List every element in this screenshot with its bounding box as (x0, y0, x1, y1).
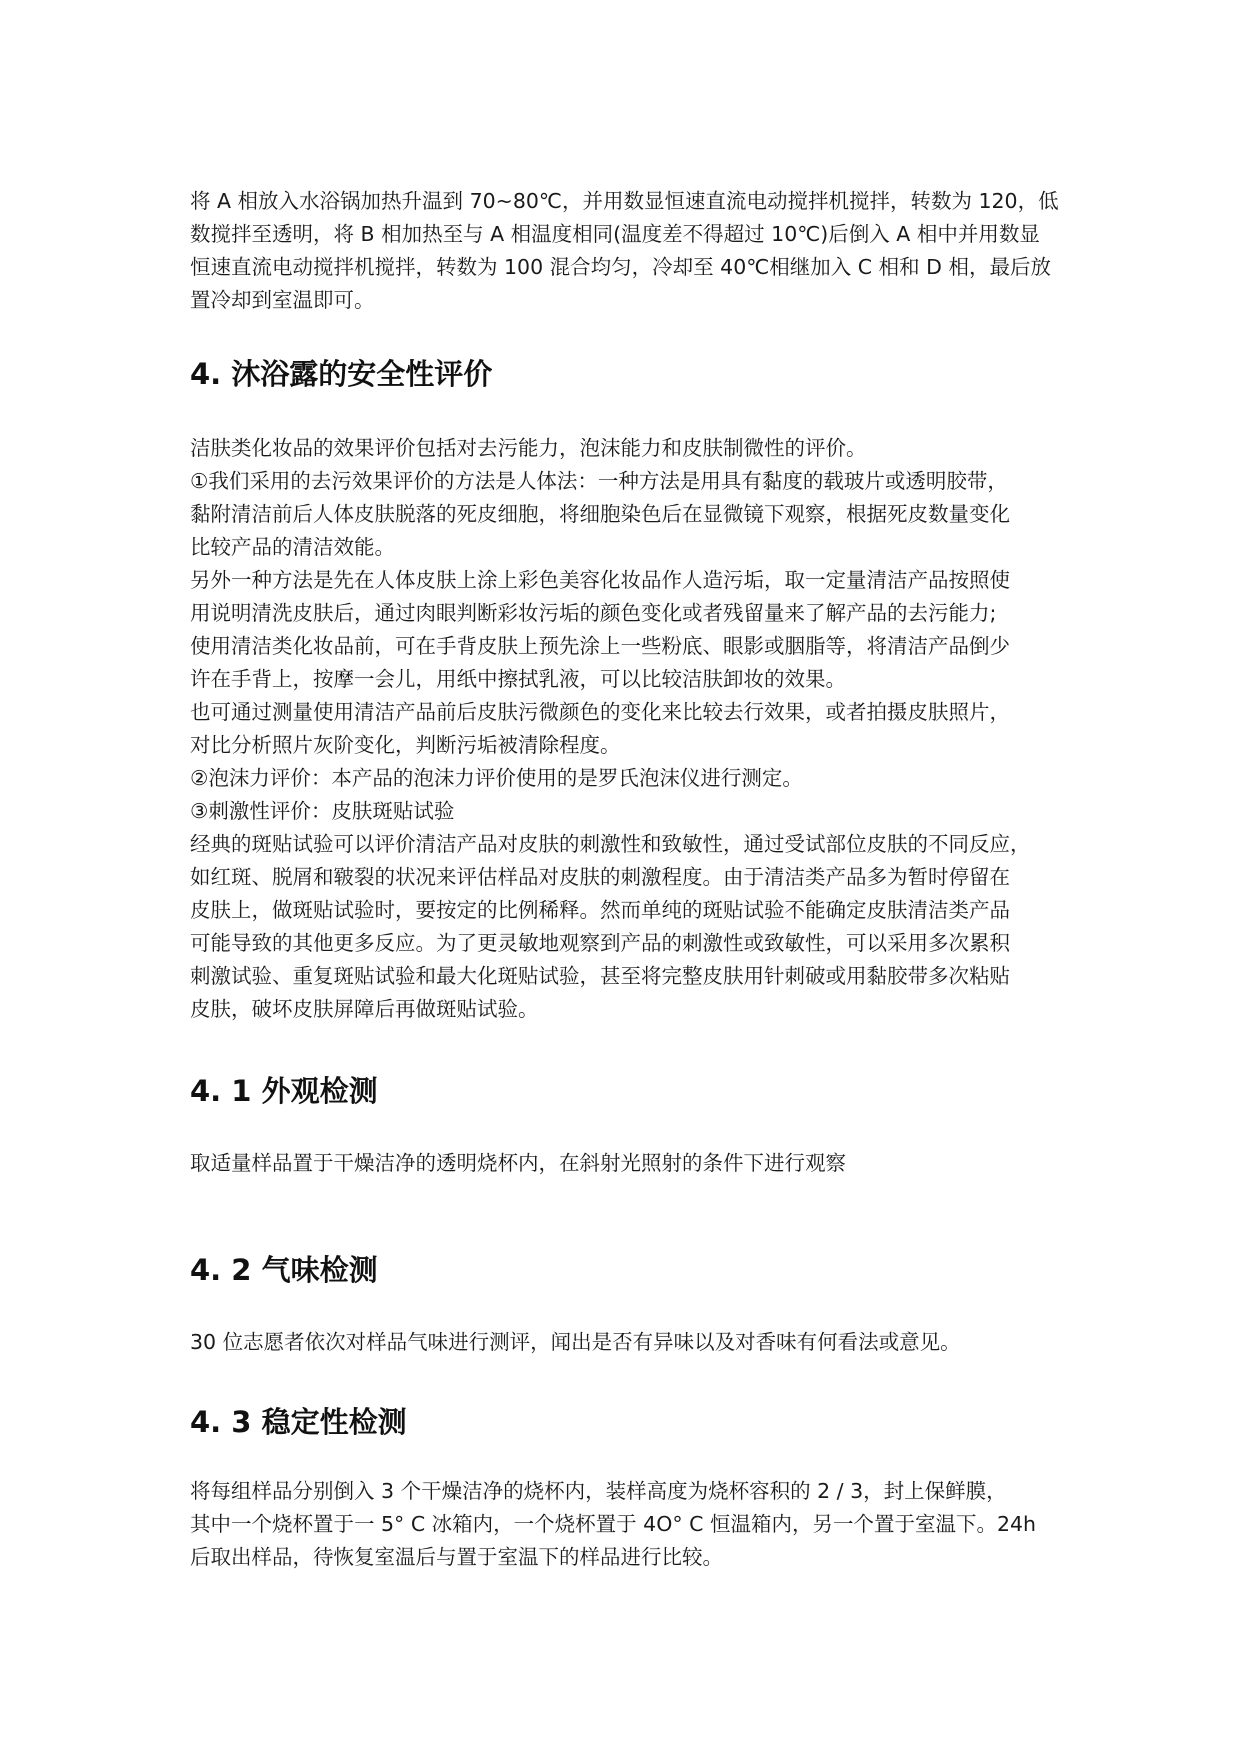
text-line: 置冷却到室温即可。 (190, 288, 375, 312)
text-line: 用说明清洗皮肤后，通过肉眼判断彩妆污垢的颜色变化或者残留量来了解产品的去污能力; (190, 601, 997, 625)
text-line: 黏附清洁前后人体皮肤脱落的死皮细胞，将细胞染色后在显微镜下观察，根据死皮数量变化 (190, 502, 1010, 526)
heading-odor-test: 4. 2 气味检测 (190, 1253, 378, 1287)
text-line: 恒速直流电动搅拌机搅拌，转数为 100 混合均匀，冷却至 40℃相继加入 C 相和 D 相，最后放 (190, 255, 1051, 279)
text-line: 洁肤类化妆品的效果评价包括对去污能力，泡沫能力和皮肤制微性的评价。 (190, 436, 867, 460)
heading-stability-test: 4. 3 稳定性检测 (190, 1405, 407, 1439)
text-line: 刺激试验、重复斑贴试验和最大化斑贴试验，甚至将完整皮肤用针刺破或用黏胶带多次粘贴 (190, 964, 1010, 988)
text-line: ③刺激性评价：皮肤斑贴试验 (190, 799, 455, 823)
text-line: 将 A 相放入水浴锅加热升温到 70~80℃，并用数显恒速直流电动搅拌机搅拌，转数为 120，低 (190, 189, 1059, 213)
paragraph-stability (190, 1475, 1070, 1574)
section-heading-4-1 (190, 1071, 1070, 1111)
heading-appearance-test: 4. 1 外观检测 (190, 1074, 378, 1108)
heading-safety-evaluation: 4. 沐浴露的安全性评价 (190, 357, 493, 391)
text-line: 可能导致的其他更多反应。为了更灵敏地观察到产品的刺激性或致敏性，可以采用多次累积 (190, 931, 1010, 955)
text-line: ①我们采用的去污效果评价的方法是人体法：一种方法是用具有黏度的载玻片或透明胶带， (190, 469, 1008, 493)
text-line: 将每组样品分别倒入 3 个干燥洁净的烧杯内，装样高度为烧杯容积的 2 / 3，封上保鲜膜， (190, 1479, 1007, 1503)
paragraph-safety (190, 432, 1070, 1026)
section-heading-4-2 (190, 1250, 1070, 1290)
text-line: 如红斑、脱屑和皲裂的状况来评估样品对皮肤的刺激程度。由于清洁类产品多为暂时停留在 (190, 865, 1010, 889)
paragraph-body (190, 432, 1070, 1026)
paragraph-odor (190, 1326, 1070, 1359)
section-heading-4 (190, 354, 1070, 394)
text-line: 使用清洁类化妆品前，可在手背皮肤上预先涂上一些粉底、眼影或胭脂等，将清洁产品倒少 (190, 634, 1010, 658)
text-line: 另外一种方法是先在人体皮肤上涂上彩色美容化妆品作人造污垢，取一定量清洁产品按照使 (190, 568, 1010, 592)
paragraph-appearance (190, 1147, 1070, 1180)
paragraph-body (190, 1147, 1070, 1180)
paragraph-preparation (190, 185, 1070, 317)
text-line: 皮肤，破坏皮肤屏障后再做斑贴试验。 (190, 997, 539, 1021)
text-line: 后取出样品，待恢复室温后与置于室温下的样品进行比较。 (190, 1545, 723, 1569)
text-line: 也可通过测量使用清洁产品前后皮肤污微颜色的变化来比较去行效果，或者拍摄皮肤照片， (190, 700, 1010, 724)
text-line: ②泡沫力评价：本产品的泡沫力评价使用的是罗氏泡沫仪进行测定。 (190, 766, 803, 790)
text-line: 取适量样品置于干燥洁净的透明烧杯内，在斜射光照射的条件下进行观察 (190, 1151, 846, 1175)
text-line: 其中一个烧杯置于一 5° C 冰箱内，一个烧杯置于 4O° C 恒温箱内，另一个置于室温下。24h (190, 1512, 1037, 1536)
text-line: 对比分析照片灰阶变化，判断污垢被清除程度。 (190, 733, 621, 757)
text-line: 经典的斑贴试验可以评价清洁产品对皮肤的刺激性和致敏性，通过受试部位皮肤的不同反应， (190, 832, 1031, 856)
section-heading-4-3 (190, 1402, 1070, 1442)
text-line: 皮肤上，做斑贴试验时，要按定的比例稀释。然而单纯的斑贴试验不能确定皮肤清洁类产品 (190, 898, 1010, 922)
text-line: 30 位志愿者依次对样品气味进行测评，闻出是否有异味以及对香味有何看法或意见。 (190, 1330, 961, 1354)
paragraph-body (190, 1475, 1070, 1574)
text-line: 比较产品的清洁效能。 (190, 535, 395, 559)
paragraph-body (190, 185, 1070, 317)
text-line: 许在手背上，按摩一会儿，用纸中擦拭乳液，可以比较洁肤卸妆的效果。 (190, 667, 846, 691)
paragraph-body (190, 1326, 1070, 1359)
text-line: 数搅拌至透明，将 B 相加热至与 A 相温度相同(温度差不得超过 10℃)后倒入 A 相中并用数显 (190, 222, 1040, 246)
